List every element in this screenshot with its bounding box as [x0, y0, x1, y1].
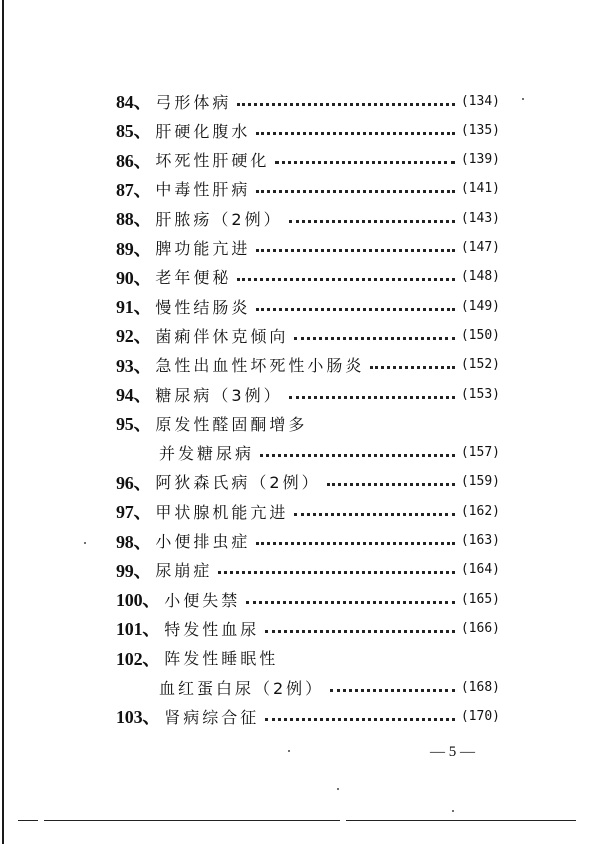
dot-leader	[294, 337, 454, 340]
toc-entry	[116, 470, 500, 494]
entry-page-number: (166)	[460, 620, 500, 636]
toc-entry	[116, 441, 500, 465]
entry-page-number: (153)	[460, 386, 500, 402]
toc-entry	[116, 118, 500, 142]
toc-entry	[116, 675, 500, 699]
entry-title: 甲状腺机能亢进	[155, 502, 289, 522]
entry-page-number: (141)	[460, 181, 500, 197]
entry-page-number: (152)	[460, 357, 500, 373]
entry-number: 93、	[116, 355, 152, 376]
entry-number: 100、	[116, 590, 161, 611]
entry-number: 101、	[116, 619, 161, 640]
dot-leader	[256, 190, 454, 193]
entry-page-number: (135)	[460, 122, 500, 138]
entry-page-number: (147)	[460, 240, 500, 255]
entry-page-number: (163)	[460, 533, 500, 548]
scan-speck	[452, 810, 454, 812]
entry-page-number: (150)	[460, 327, 500, 343]
dot-leader	[237, 103, 454, 106]
entry-title: 糖尿病（3例）	[155, 385, 283, 405]
entry-page-number: (170)	[460, 708, 500, 724]
entry-title: 脾功能亢进	[155, 239, 251, 258]
entry-number: 89、	[116, 238, 152, 259]
entry-number: 91、	[116, 297, 152, 318]
toc-entry	[116, 646, 500, 670]
entry-page-number: (148)	[460, 269, 500, 285]
toc-entry	[116, 558, 500, 582]
dot-leader	[265, 718, 455, 721]
dot-leader	[256, 132, 454, 135]
entry-title: 阵发性睡眠性	[164, 649, 279, 669]
toc-entry	[116, 177, 500, 201]
toc-entry	[116, 382, 500, 406]
dot-leader	[256, 542, 454, 545]
entry-number: 103、	[116, 707, 161, 728]
entry-title: 小便失禁	[164, 590, 241, 610]
dot-leader	[327, 483, 455, 486]
entry-number: 97、	[116, 502, 152, 523]
entry-number: 88、	[116, 209, 152, 230]
dot-leader	[275, 161, 454, 164]
toc-entry	[116, 206, 500, 230]
dot-leader	[246, 601, 455, 604]
dot-leader	[260, 454, 455, 457]
dot-leader	[289, 220, 455, 223]
toc-entry	[116, 411, 500, 435]
entry-page-number: (159)	[460, 474, 500, 490]
dot-leader	[218, 571, 454, 574]
bottom-rule-right	[346, 820, 576, 821]
entry-page-number: (143)	[460, 210, 500, 226]
toc-entry	[116, 529, 500, 553]
entry-number: 92、	[116, 326, 152, 347]
scan-speck	[522, 98, 524, 100]
entry-number: 98、	[116, 531, 152, 552]
entry-title: 尿崩症	[155, 561, 213, 581]
entry-title: 阿狄森氏病（2例）	[155, 473, 321, 493]
entry-number: 90、	[116, 267, 152, 288]
toc-entry	[116, 587, 500, 611]
entry-title: 老年便秘	[155, 268, 232, 288]
bottom-rule	[44, 820, 340, 821]
entry-title: 急性出血性坏死性小肠炎	[155, 356, 365, 376]
toc-entry	[116, 353, 500, 377]
entry-number: 87、	[116, 179, 152, 200]
toc-entry	[116, 294, 500, 318]
entry-number: 85、	[116, 121, 152, 142]
entry-title: 慢性结肠炎	[155, 297, 251, 317]
dot-leader	[237, 278, 454, 281]
entry-page-number: (157)	[460, 445, 500, 461]
entry-number: 102、	[116, 648, 161, 669]
toc-entry	[116, 323, 500, 347]
page-number: — 5 —	[430, 744, 475, 760]
entry-title: 肾病综合征	[164, 707, 260, 727]
entry-title: 特发性血尿	[164, 619, 260, 639]
toc-entry	[116, 265, 500, 289]
entry-page-number: (149)	[460, 298, 500, 314]
entry-title: 并发糖尿病	[159, 444, 255, 464]
entry-title: 肝脓疡（2例）	[155, 209, 283, 229]
entry-number: 86、	[116, 150, 152, 171]
entry-title: 肝硬化腹水	[155, 121, 251, 141]
entry-page-number: (164)	[460, 562, 500, 578]
toc-entry	[116, 616, 500, 640]
entry-title: 菌痢伴休克倾向	[155, 326, 289, 346]
entry-number: 84、	[116, 92, 152, 112]
entry-page-number: (168)	[460, 679, 500, 695]
dot-leader	[265, 630, 455, 633]
bottom-rule-left	[18, 820, 38, 821]
dot-leader	[330, 689, 455, 692]
dot-leader	[370, 366, 454, 369]
dot-leader	[289, 396, 455, 399]
entry-number: 94、	[116, 385, 152, 405]
dot-leader	[294, 513, 454, 516]
entry-title: 中毒性肝病	[155, 180, 251, 200]
dot-leader	[256, 308, 454, 311]
entry-title: 弓形体病	[155, 92, 232, 112]
entry-title: 小便排虫症	[155, 532, 251, 551]
scan-speck	[288, 750, 290, 752]
entry-title: 坏死性肝硬化	[155, 151, 270, 171]
toc-entry	[116, 499, 500, 523]
entry-title: 血红蛋白尿（2例）	[159, 678, 325, 698]
entry-number: 95、	[116, 414, 152, 435]
toc-entry	[116, 236, 500, 260]
entry-page-number: (162)	[460, 503, 500, 519]
entry-page-number: (134)	[460, 93, 500, 109]
scan-speck	[84, 542, 86, 544]
entry-page-number: (139)	[460, 152, 500, 168]
dot-leader	[256, 249, 454, 252]
toc-entry	[116, 89, 500, 113]
scan-speck	[337, 788, 339, 790]
entry-number: 96、	[116, 472, 152, 493]
toc-entry	[116, 704, 500, 728]
entry-title: 原发性醛固酮增多	[155, 414, 308, 434]
entry-page-number: (165)	[460, 591, 500, 607]
entry-number: 99、	[116, 560, 152, 581]
toc-entry	[116, 148, 500, 172]
